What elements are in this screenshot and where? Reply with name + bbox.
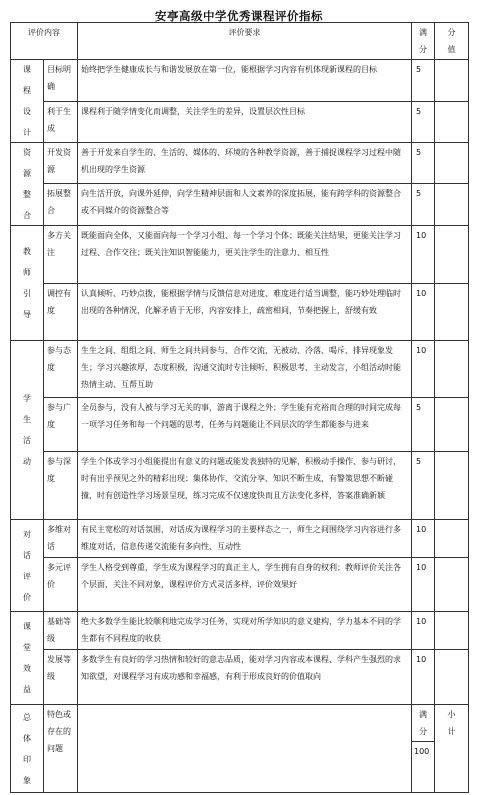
table-row (11, 650, 469, 705)
subcategory-cell: 多维对话 (44, 520, 78, 558)
points-cell: 10 (412, 612, 435, 650)
table-row (11, 398, 469, 452)
score-input-cell[interactable] (435, 183, 469, 225)
subcategory-cell: 开发资源 (44, 143, 78, 184)
header-full-score: 满 分 (412, 23, 435, 60)
header-row (11, 23, 469, 60)
score-input-cell[interactable] (435, 558, 469, 612)
category-cell: 学 生 活 动 (11, 341, 44, 520)
subcategory-cell: 目标明确 (44, 60, 78, 102)
subcategory-cell: 拓展整合 (44, 183, 78, 225)
summary-full-value: 100 (414, 747, 430, 756)
summary-category-cell: 总 体 印 象 (11, 705, 44, 793)
requirement-cell: 既能面向全体，又能面向每一个学习小组、每一个学习个体；既能关注结果，更能关注学习过程、合作交往；既关注知识智能能力，更关注学生的注意力、相互性 (78, 226, 412, 284)
requirement-cell: 认真倾听、巧妙点拨，能根据学情与反馈信息对进度、难度进行适当调整，能巧妙处理临时出现的各种情况，化解矛盾于无形，内容安排上，疏密相间，节奏把握上，舒缓有致 (78, 284, 412, 341)
summary-subtotal-cell[interactable] (435, 705, 469, 793)
category-cell: 课 堂 效 益 (11, 612, 44, 705)
summary-notes-cell[interactable] (78, 705, 412, 793)
header-requirements: 评价要求 (78, 23, 412, 60)
points-cell: 10 (412, 650, 435, 705)
subcategory-cell: 参与态度 (44, 341, 78, 398)
score-input-cell[interactable] (435, 452, 469, 520)
subcategory-cell: 利于生成 (44, 101, 78, 143)
table-row (11, 520, 469, 558)
requirement-cell: 学生人格受到尊重，学生成为课程学习的真正主人，学生拥有自身的权利；教师评价关注各个层面，关注不同对象，课程评价方式灵活多样，评价效果好 (78, 558, 412, 612)
header-score: 分 值 (435, 23, 469, 60)
table-row (11, 452, 469, 520)
requirement-cell: 向生活开放，向课外延伸，向学生精神层面和人文素养的深度拓展，能有跨学科的资源整合或不同媒介的资源整合等 (78, 183, 412, 225)
table-row (11, 341, 469, 398)
summary-full-score-cell (412, 705, 435, 793)
requirement-cell: 善于开发来自学生的、生活的、媒体的、环境的各种教学资源，善于捕捉课程学习过程中随机出现的学生资源 (78, 143, 412, 184)
table-row (11, 558, 469, 612)
summary-full-label-1: 满 (419, 710, 427, 719)
score-input-cell[interactable] (435, 60, 469, 102)
score-input-cell[interactable] (435, 612, 469, 650)
subcategory-cell: 参与深度 (44, 452, 78, 520)
requirement-cell: 有民主宽松的对话氛围，对话成为课程学习的主要样态之一，师生之间围绕学习内容进行多维度对话，信息传递交流能有多向性、互动性 (78, 520, 412, 558)
table-row (11, 284, 469, 341)
requirement-cell: 绝大多数学生能比较顺利地完成学习任务，实现对所学知识的意义建构，学力基本不同的学生都有不同程度的收获 (78, 612, 412, 650)
requirement-cell: 学生个体或学习小组能提出有意义的问题或能发表独特的见解，积极动手操作、参与研讨，时有出乎预见之外的精彩出现；集体协作、交流分享、知识不断生成，有警策思想不断碰撞，时有创造性学习场景呈现，练习完成不仅速度快而且方法变化多样，答案准确新颖 (78, 452, 412, 520)
category-cell: 对 话 评 价 (11, 520, 44, 612)
points-cell: 5 (412, 143, 435, 184)
points-cell: 5 (412, 101, 435, 143)
subcategory-cell: 发展等级 (44, 650, 78, 705)
category-cell: 课 程 设 计 (11, 60, 44, 143)
requirement-cell: 始终把学生健康成长与和谐发展放在第一位，能根据学习内容有机体现新课程的目标 (78, 60, 412, 102)
requirement-cell: 生生之间、组组之间、师生之间共同参与、合作交流，无被动、冷落、喝斥、排异现象发生；学习兴趣浓厚，态度积极，沟通交流时专注倾听、积极思考、主动发言，小组活动时能热情主动、互帮互助 (78, 341, 412, 398)
points-cell: 10 (412, 558, 435, 612)
points-cell: 5 (412, 60, 435, 102)
subcategory-cell: 多元评价 (44, 558, 78, 612)
requirement-cell: 课程利于随学情变化而调整，关注学生的差异，设置层次性目标 (78, 101, 412, 143)
subcategory-cell: 多方关注 (44, 226, 78, 284)
points-cell: 5 (412, 183, 435, 225)
points-cell: 5 (412, 452, 435, 520)
score-input-cell[interactable] (435, 143, 469, 184)
score-input-cell[interactable] (435, 226, 469, 284)
table-row (11, 612, 469, 650)
table-row (11, 60, 469, 102)
table-row (11, 226, 469, 284)
score-input-cell[interactable] (435, 341, 469, 398)
requirement-cell: 全员参与，没有人被与学习无关的事，游离于课程之外；学生能有充裕而合理的时间完成每一项学习任务和每一个问题的思考，任务与问题能让不同层次的学生都能参与进来 (78, 398, 412, 452)
score-input-cell[interactable] (435, 101, 469, 143)
category-cell: 资 源 整 合 (11, 143, 44, 226)
table-row (11, 143, 469, 184)
subcategory-cell: 基础等级 (44, 612, 78, 650)
score-input-cell[interactable] (435, 398, 469, 452)
page-title: 安亭高级中学优秀课程评价指标 (155, 9, 323, 23)
score-input-cell[interactable] (435, 650, 469, 705)
score-input-cell[interactable] (435, 284, 469, 341)
summary-subtotal-label-1: 小 (447, 710, 456, 719)
summary-sub-cell: 特色或存在的问题 (44, 705, 78, 793)
evaluation-table (10, 22, 469, 793)
summary-full-label-2: 分 (419, 727, 427, 736)
category-cell: 教 师 引 导 (11, 226, 44, 341)
table-row (11, 101, 469, 143)
summary-subtotal-label-2: 计 (447, 727, 456, 736)
score-input-cell[interactable] (435, 520, 469, 558)
points-cell: 10 (412, 520, 435, 558)
table-row (11, 183, 469, 225)
points-cell: 10 (412, 341, 435, 398)
points-cell: 10 (412, 284, 435, 341)
requirement-cell: 多数学生有良好的学习热情和较好的意志品质，能对学习内容或本课程、学科产生强烈的求知欲望，对课程学习有成功感和幸福感，有利于形成良好的价值取向 (78, 650, 412, 705)
points-cell: 10 (412, 226, 435, 284)
subcategory-cell: 调控有度 (44, 284, 78, 341)
summary-row (11, 705, 469, 793)
header-content: 评价内容 (11, 23, 78, 60)
points-cell: 5 (412, 398, 435, 452)
subcategory-cell: 参与广度 (44, 398, 78, 452)
